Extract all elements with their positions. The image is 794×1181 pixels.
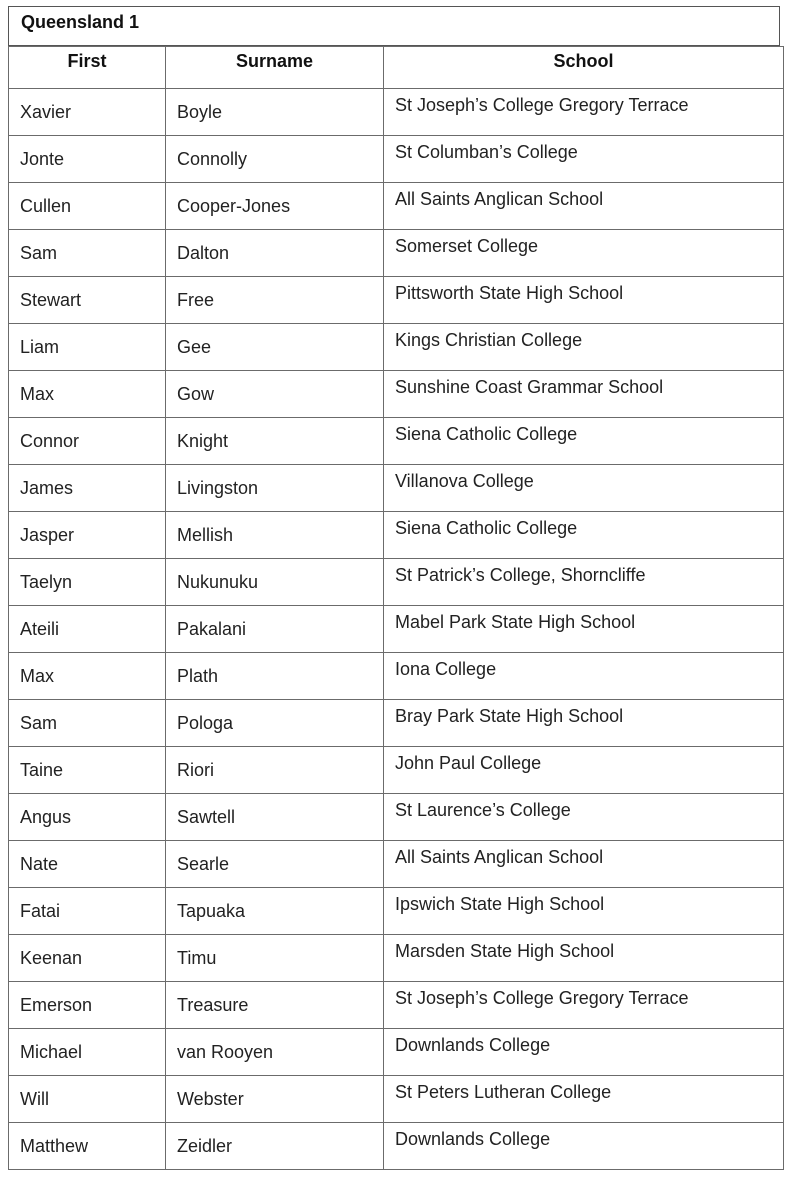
- first-name-cell: Connor: [9, 418, 166, 465]
- first-name-cell: Cullen: [9, 183, 166, 230]
- surname-cell: Timu: [166, 935, 384, 982]
- surname-cell: Zeidler: [166, 1123, 384, 1170]
- table-title: Queensland 1: [21, 12, 140, 32]
- table-row: [9, 418, 784, 465]
- team-roster-table: [8, 46, 784, 1170]
- first-name-cell: Nate: [9, 841, 166, 888]
- first-name-cell: Sam: [9, 230, 166, 277]
- school-cell: Somerset College: [384, 230, 784, 277]
- surname-cell: Free: [166, 277, 384, 324]
- surname-cell: Boyle: [166, 89, 384, 136]
- first-name-cell: James: [9, 465, 166, 512]
- surname-cell: Dalton: [166, 230, 384, 277]
- first-name-cell: Xavier: [9, 89, 166, 136]
- table-row: [9, 700, 784, 747]
- table-title-box: [8, 6, 780, 46]
- table-row: [9, 465, 784, 512]
- surname-cell: Cooper-Jones: [166, 183, 384, 230]
- table-row: [9, 794, 784, 841]
- surname-cell: van Rooyen: [166, 1029, 384, 1076]
- first-name-cell: Liam: [9, 324, 166, 371]
- school-cell: St Peters Lutheran College: [384, 1076, 784, 1123]
- first-name-cell: Max: [9, 653, 166, 700]
- table-row: [9, 559, 784, 606]
- column-header-first: First: [9, 47, 166, 89]
- first-name-cell: Angus: [9, 794, 166, 841]
- school-cell: Bray Park State High School: [384, 700, 784, 747]
- first-name-cell: Emerson: [9, 982, 166, 1029]
- first-name-cell: Ateili: [9, 606, 166, 653]
- table-row: [9, 841, 784, 888]
- school-cell: St Patrick’s College, Shorncliffe: [384, 559, 784, 606]
- surname-cell: Riori: [166, 747, 384, 794]
- surname-cell: Gee: [166, 324, 384, 371]
- surname-cell: Treasure: [166, 982, 384, 1029]
- school-cell: St Joseph’s College Gregory Terrace: [384, 982, 784, 1029]
- table-row: [9, 606, 784, 653]
- school-cell: Downlands College: [384, 1029, 784, 1076]
- table-row: [9, 277, 784, 324]
- table-row: [9, 982, 784, 1029]
- first-name-cell: Taine: [9, 747, 166, 794]
- surname-cell: Mellish: [166, 512, 384, 559]
- school-cell: All Saints Anglican School: [384, 183, 784, 230]
- first-name-cell: Max: [9, 371, 166, 418]
- column-header-school: School: [384, 47, 784, 89]
- table-row: [9, 136, 784, 183]
- first-name-cell: Fatai: [9, 888, 166, 935]
- roster-body: [9, 89, 784, 1170]
- surname-cell: Livingston: [166, 465, 384, 512]
- first-name-cell: Sam: [9, 700, 166, 747]
- school-cell: Mabel Park State High School: [384, 606, 784, 653]
- table-row: [9, 89, 784, 136]
- first-name-cell: Will: [9, 1076, 166, 1123]
- table-row: [9, 747, 784, 794]
- table-row: [9, 935, 784, 982]
- school-cell: Siena Catholic College: [384, 418, 784, 465]
- surname-cell: Gow: [166, 371, 384, 418]
- table-row: [9, 1123, 784, 1170]
- school-cell: St Columban’s College: [384, 136, 784, 183]
- school-cell: St Laurence’s College: [384, 794, 784, 841]
- first-name-cell: Jasper: [9, 512, 166, 559]
- surname-cell: Nukunuku: [166, 559, 384, 606]
- table-row: [9, 371, 784, 418]
- school-cell: Ipswich State High School: [384, 888, 784, 935]
- surname-cell: Webster: [166, 1076, 384, 1123]
- school-cell: Marsden State High School: [384, 935, 784, 982]
- school-cell: Sunshine Coast Grammar School: [384, 371, 784, 418]
- school-cell: Iona College: [384, 653, 784, 700]
- table-row: [9, 230, 784, 277]
- surname-cell: Sawtell: [166, 794, 384, 841]
- first-name-cell: Stewart: [9, 277, 166, 324]
- surname-cell: Searle: [166, 841, 384, 888]
- school-cell: All Saints Anglican School: [384, 841, 784, 888]
- table-row: [9, 324, 784, 371]
- school-cell: St Joseph’s College Gregory Terrace: [384, 89, 784, 136]
- column-header-surname: Surname: [166, 47, 384, 89]
- first-name-cell: Michael: [9, 1029, 166, 1076]
- surname-cell: Connolly: [166, 136, 384, 183]
- surname-cell: Pakalani: [166, 606, 384, 653]
- surname-cell: Plath: [166, 653, 384, 700]
- table-row: [9, 1029, 784, 1076]
- first-name-cell: Jonte: [9, 136, 166, 183]
- school-cell: John Paul College: [384, 747, 784, 794]
- table-row: [9, 512, 784, 559]
- school-cell: Pittsworth State High School: [384, 277, 784, 324]
- school-cell: Downlands College: [384, 1123, 784, 1170]
- first-name-cell: Taelyn: [9, 559, 166, 606]
- surname-cell: Knight: [166, 418, 384, 465]
- first-name-cell: Matthew: [9, 1123, 166, 1170]
- header-row: [9, 47, 784, 89]
- table-row: [9, 653, 784, 700]
- table-row: [9, 888, 784, 935]
- school-cell: Kings Christian College: [384, 324, 784, 371]
- table-row: [9, 183, 784, 230]
- school-cell: Villanova College: [384, 465, 784, 512]
- surname-cell: Pologa: [166, 700, 384, 747]
- table-row: [9, 1076, 784, 1123]
- first-name-cell: Keenan: [9, 935, 166, 982]
- surname-cell: Tapuaka: [166, 888, 384, 935]
- school-cell: Siena Catholic College: [384, 512, 784, 559]
